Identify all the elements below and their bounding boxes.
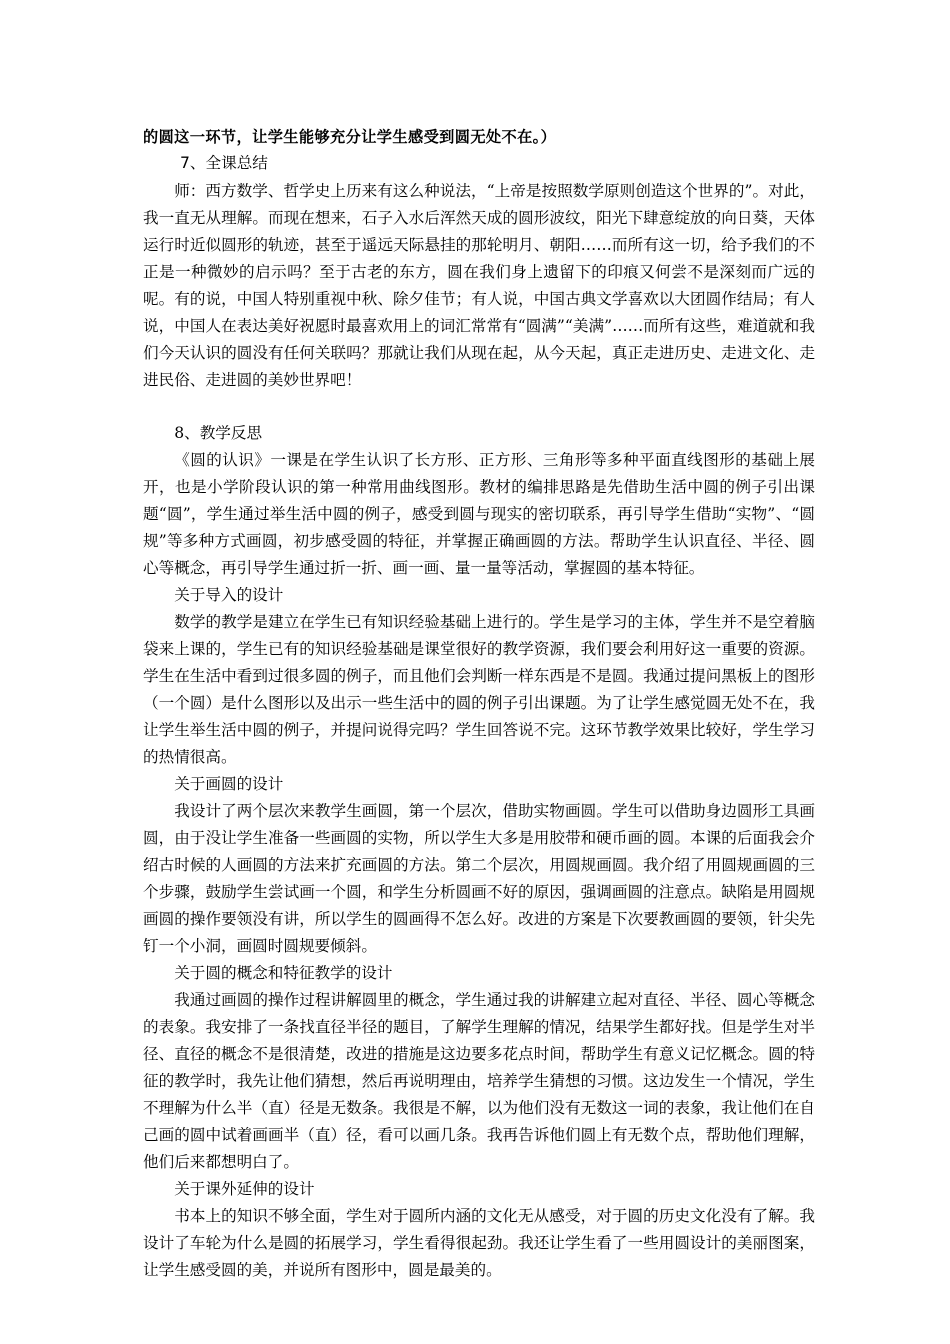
- lead-fragment: 的圆这一环节，让学生能够充分让学生感受到圆无处不在。）: [143, 128, 557, 146]
- subsection-body-intro-design: 数学的教学是建立在学生已有知识经验基础上进行的。学生是学习的主体，学生并不是空着脑袋来上课的，学生已有的知识经验基础是课堂很好的教学资源，我们要会利用好这一重要的资源。学生在生活中看到过很多圆的例子，而且他们会判断一样东西是不是圆。我通过提问黑板上的图形（一个圆）是什么图形以及出示一些生活中的圆的例子引出课题。为了让学生感觉圆无处不在，我让学生举生活中圆的例子，并提问说得完吗？学生回答说不完。这环节教学效果比较好，学生学习的热情很高。: [143, 613, 815, 766]
- subsection-body-concept-design: 我通过画圆的操作过程讲解圆里的概念，学生通过我的讲解建立起对直径、半径、圆心等概念的表象。我安排了一条找直径半径的题目，了解学生理解的情况，结果学生都好找。但是学生对半径、直径的概念不是很清楚，改进的措施是这边要多花点时间，帮助学生有意义记忆概念。圆的特征的教学时，我先让他们猜想，然后再说明理由，培养学生猜想的习惯。这边发生一个情况，学生不理解为什么半（直）径是无数条。我很是不解，以为他们没有无数这一词的表象，我让他们在自己画的圆中试着画画半（直）径，看可以画几条。我再告诉他们圆上有无数个点，帮助他们理解，他们后来都想明白了。: [143, 991, 815, 1171]
- section-8-heading: 8、教学反思: [174, 424, 263, 442]
- document-body: [143, 124, 815, 1284]
- subsection-body-extension-design: 书本上的知识不够全面，学生对于圆所内涵的文化无从感受，对于圆的历史文化没有了解。我设计了车轮为什么是圆的拓展学习，学生看得很起劲。我还让学生看了一些用圆设计的美丽图案，让学生感受圆的美，并说所有图形中，圆是最美的。: [143, 1207, 815, 1279]
- section-7-body: 师：西方数学、哲学史上历来有这么种说法，“上帝是按照数学原则创造这个世界的”。对此，我一直无从理解。而现在想来，石子入水后浑然天成的圆形波纹，阳光下肆意绽放的向日葵，天体运行时近似圆形的轨迹，甚至于遥远天际悬挂的那轮明月、朝阳……而所有这一切，给予我们的不正是一种微妙的启示吗？至于古老的东方，圆在我们身上遗留下的印痕又何尝不是深刻而广远的呢。有的说，中国人特别重视中秋、除夕佳节；有人说，中国古典文学喜欢以大团圆作结局；有人说，中国人在表达美好祝愿时最喜欢用上的词汇常常有“圆满”“美满”……而所有这些，难道就和我们今天认识的圆没有任何关联吗？那就让我们从现在起，从今天起，真正走进历史、走进文化、走进民俗、走进圆的美妙世界吧！: [143, 182, 815, 389]
- subsection-heading-extension-design: 关于课外延伸的设计: [174, 1180, 315, 1198]
- subsection-body-drawing-design: 我设计了两个层次来教学生画圆，第一个层次，借助实物画圆。学生可以借助身边圆形工具画圆，由于没让学生准备一些画圆的实物，所以学生大多是用胶带和硬币画的圆。本课的后面我会介绍古时候的人画圆的方法来扩充画圆的方法。第二个层次，用圆规画圆。我介绍了用圆规画圆的三个步骤，鼓励学生尝试画一个圆，和学生分析圆画不好的原因，强调画圆的注意点。缺陷是用圆规画圆的操作要领没有讲，所以学生的圆画得不怎么好。改进的方案是下次要教画圆的要领，针尖先钉一个小洞，画圆时圆规要倾斜。: [143, 802, 815, 955]
- section-8-intro: 《圆的认识》一课是在学生认识了长方形、正方形、三角形等多种平面直线图形的基础上展开，也是小学阶段认识的第一种常用曲线图形。教材的编排思路是先借助生活中圆的例子引出课题“圆”，学生通过举生活中圆的例子，感受到圆与现实的密切联系，再引导学生借助“实物”、“圆规”等多种方式画圆，初步感受圆的特征，并掌握正确画圆的方法。帮助学生认识直径、半径、圆心等概念，再引导学生通过折一折、画一画、量一量等活动，掌握圆的基本特征。: [143, 451, 815, 577]
- subsection-heading-intro-design: 关于导入的设计: [174, 586, 284, 604]
- section-7-heading: 7、全课总结: [180, 154, 268, 172]
- subsection-heading-concept-design: 关于圆的概念和特征教学的设计: [174, 964, 393, 982]
- paragraph-gap: [143, 394, 815, 420]
- subsection-heading-drawing-design: 关于画圆的设计: [174, 775, 284, 793]
